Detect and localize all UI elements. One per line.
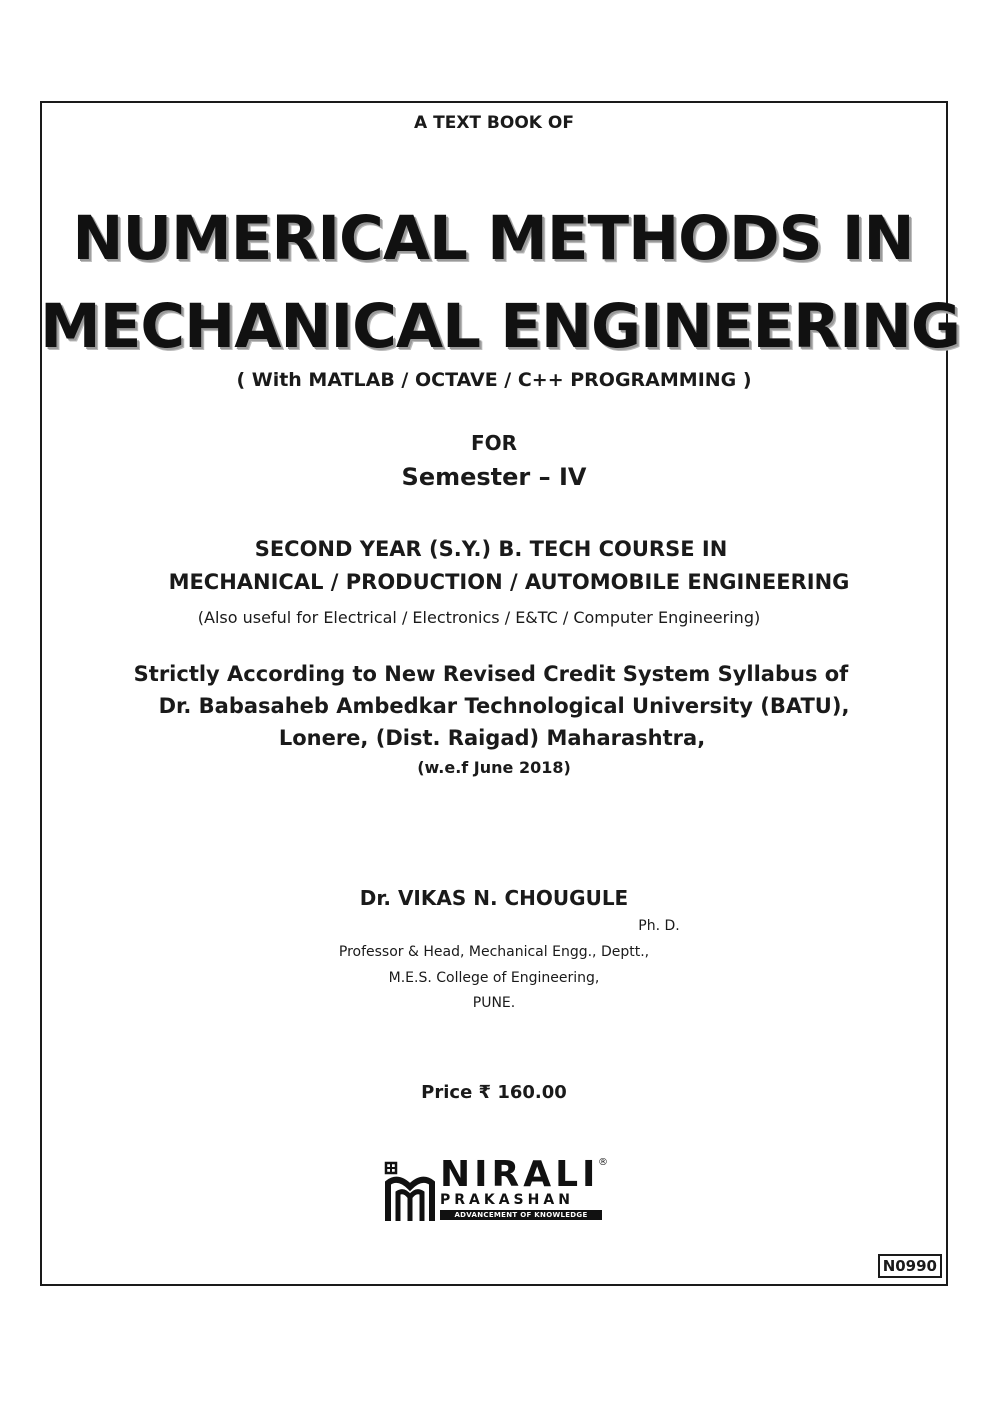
syllabus-line-2: Dr. Babasaheb Ambedkar Technological University (BATU), (158, 694, 850, 718)
author-college: M.E.S. College of Engineering, (388, 970, 600, 986)
publisher-sub: PRAKASHAN (440, 1192, 574, 1208)
course-line-1: SECOND YEAR (S.Y.) B. TECH COURSE IN (254, 537, 728, 561)
syllabus-line-3: Lonere, (Dist. Raigad) Maharashtra, (278, 726, 706, 750)
registered-mark: ® (598, 1157, 608, 1168)
title-line-2: MECHANICAL ENGINEERING (40, 291, 960, 362)
title-line-1: NUMERICAL METHODS IN (72, 203, 914, 274)
for-label: FOR (470, 431, 518, 455)
price: Price ₹ 160.00 (421, 1082, 567, 1103)
syllabus-line-1: Strictly According to New Revised Credit System Syllabus of (133, 662, 849, 686)
publisher-logo (384, 1154, 608, 1227)
publisher-emblem-icon (384, 1159, 436, 1223)
also-useful-note: (Also useful for Electrical / Electronics / E&TC / Computer Engineering) (197, 608, 761, 627)
semester: Semester – IV (401, 463, 587, 491)
author-name: Dr. VIKAS N. CHOUGULE (359, 886, 629, 910)
course-line-2: MECHANICAL / PRODUCTION / AUTOMOBILE ENGINEERING (168, 570, 850, 594)
author-position: Professor & Head, Mechanical Engg., Deptt., (338, 944, 650, 960)
kicker-text: A TEXT BOOK OF (414, 113, 574, 133)
book-code: N0990 (878, 1254, 942, 1278)
cover-frame (40, 101, 960, 1286)
author-city: PUNE. (472, 995, 516, 1011)
author-degree: Ph. D. (638, 918, 680, 934)
publisher-name: NIRALI (440, 1154, 600, 1195)
publisher-tagline: ADVANCEMENT OF KNOWLEDGE (440, 1210, 602, 1220)
subtitle: ( With MATLAB / OCTAVE / C++ PROGRAMMING ) (236, 369, 752, 391)
effective-date: (w.e.f June 2018) (417, 758, 571, 777)
